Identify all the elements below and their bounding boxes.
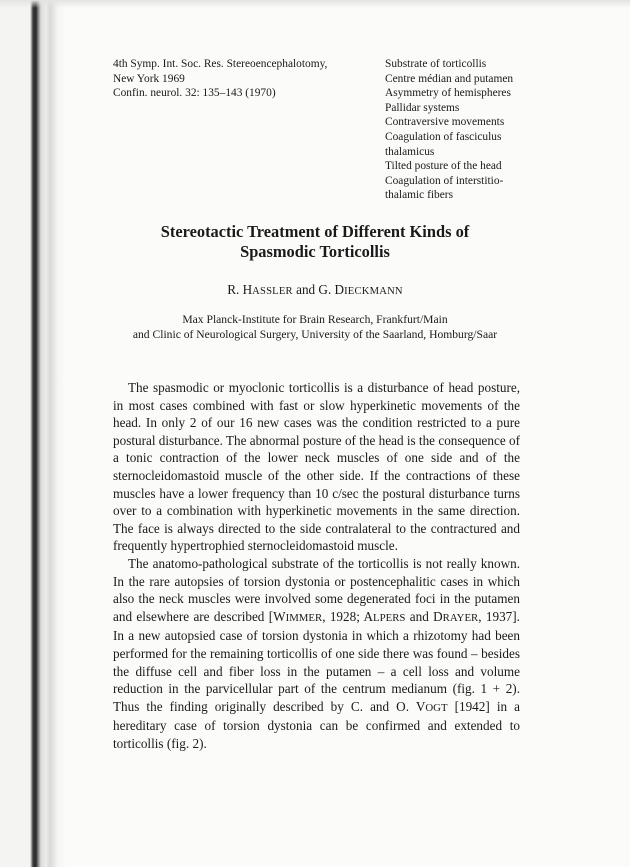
article-body <box>113 379 520 752</box>
keyword-line: Centre médian and putamen <box>385 72 514 85</box>
keyword-line: Asymmetry of hemispheres <box>385 87 511 100</box>
citation-line: Confin. neurol. 32: 135–143 (1970) <box>113 87 276 100</box>
keyword-line: Pallidar systems <box>385 101 460 114</box>
keyword-line: Contraversive movements <box>385 116 505 129</box>
keywords-block <box>385 57 513 203</box>
keyword-line: Coagulation of fasciculus <box>385 130 502 143</box>
citation-block <box>113 57 327 101</box>
citation-line: 4th Symp. Int. Soc. Res. Stereoencephalotomy, <box>113 58 328 70</box>
keyword-line: Substrate of torticollis <box>385 58 487 70</box>
keyword-line: Coagulation of interstitio- <box>385 174 504 187</box>
body-paragraph-2: The anatomo-pathological substrate of the torticollis is not really known. In the rare autopsies of torsion dystonia or postencephalitic cases in which also the neck muscles were involved some degenerated foci in the putamen and elsewhere are described [WIMMER, 1928; ALPERS and DRAYER, 1937]. In a new autopsied case of torsion dystonia in which a rhizotomy had been performed for the remaining torticollis of one side there was found – besides the diffuse cell and fiber loss in the putamen – a cell loss and volume reduction in the parvicellular part of the centrum medianum (fig. 1 + 2). Thus the finding originally described by C. and O. VOGT [1942] in a hereditary case of torsion dystonia can be confirmed and extended to torticollis (fig. 2). <box>113 555 520 751</box>
title-line-2: Spasmodic Torticollis <box>240 242 390 261</box>
article-title <box>100 222 530 262</box>
page-top-edge <box>0 0 630 8</box>
affiliation-line: and Clinic of Neurological Surgery, University of the Saarland, Homburg/Saar <box>132 327 498 341</box>
page-binding-shadow <box>0 0 66 867</box>
keyword-line: Tilted posture of the head <box>385 160 502 173</box>
body-paragraph-1: The spasmodic or myoclonic torticollis is a disturbance of head posture, in most cases combined with fast or slow hyperkinetic movements of the head. In only 2 of our 16 new cases was the condition restricted to a pure postural disturbance. The abnormal posture of the head is the consequence of a tonic contraction of the lower neck muscles of one side and of the sternocleidomastoid muscle of the other side. If the contractions of these muscles have a lower frequency than 10 c/sec the postural disturbance turns over to a combination with hyperkinetic movements in the same direction. The face is always directed to the side contralateral to the contractured and frequently hypertrophied sternocleidomastoid muscle. <box>113 380 520 554</box>
title-line-1: Stereotactic Treatment of Different Kinds of <box>160 222 470 241</box>
citation-line: New York 1969 <box>113 72 185 85</box>
author-line: R. HASSLER and G. DIECKMANN <box>227 282 403 297</box>
keyword-line: thalamicus <box>385 145 435 158</box>
keyword-line: thalamic fibers <box>385 189 453 202</box>
affiliation-line: Max Planck-Institute for Brain Research, Frankfurt/Main <box>182 313 448 326</box>
affiliations <box>100 313 530 342</box>
